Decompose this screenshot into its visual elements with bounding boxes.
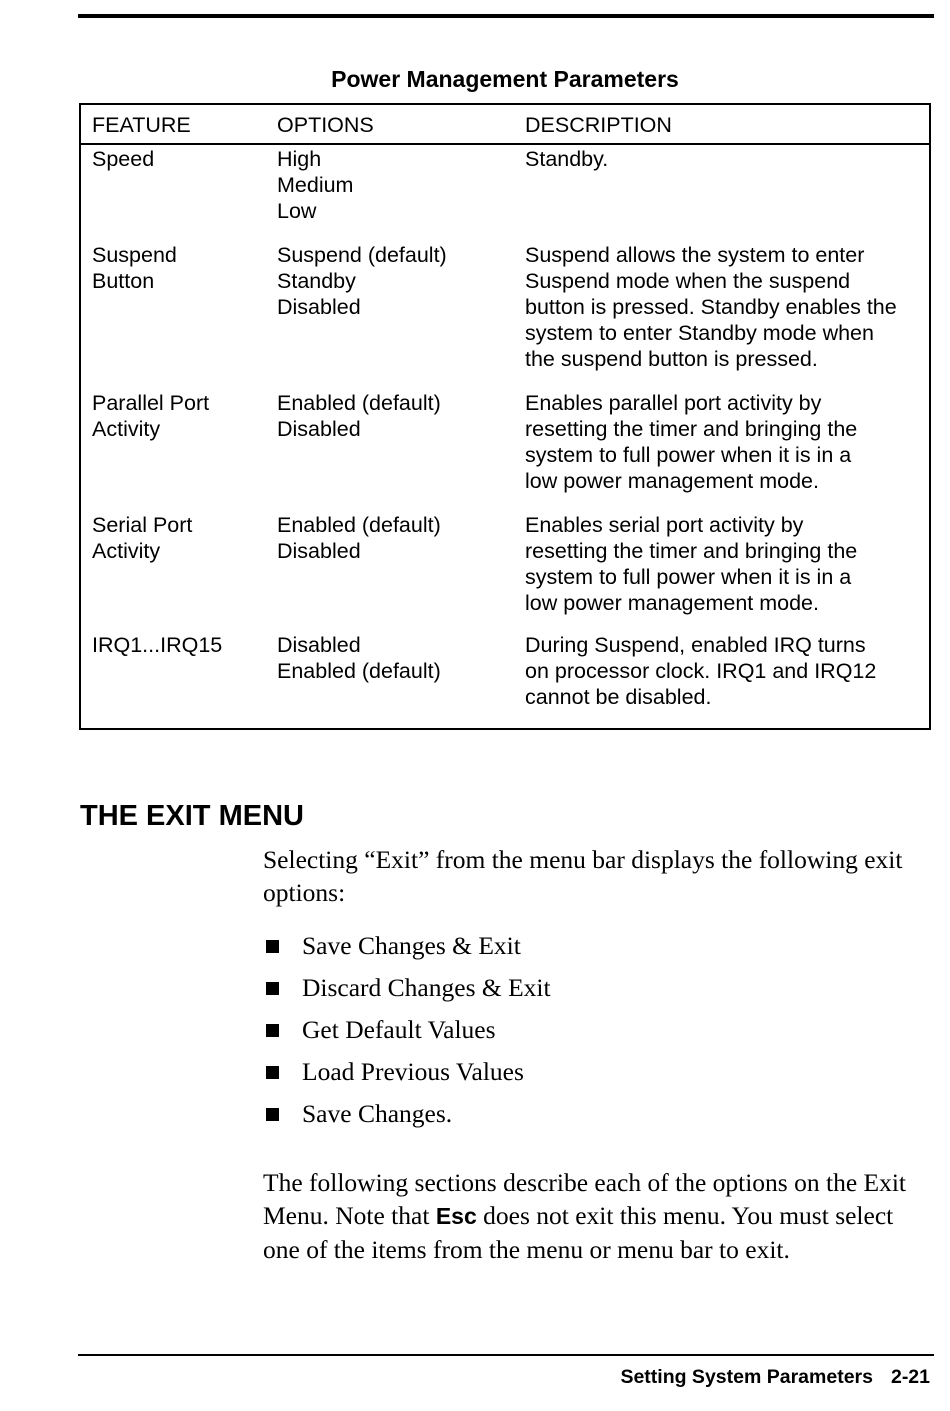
esc-key-label: Esc [435,1203,477,1229]
page-number: 2-21 [890,1366,930,1388]
square-bullet-icon [266,1066,279,1079]
outro-text-end: does not exit this menu. You must select one of the items from the menu or menu bar to exit. [263,1201,894,1264]
list-item [263,1051,551,1093]
options-cell: Disabled Enabled (default) [277,633,441,683]
exit-option-label: Get Default Values [302,1015,496,1044]
feature-cell: Parallel Port Activity [92,391,210,441]
description-cell: During Suspend, enabled IRQ turns on processor clock. IRQ1 and IRQ12 cannot be disabled. [525,633,877,709]
table-header [81,105,929,145]
exit-option-label: Discard Changes & Exit [302,973,551,1002]
list-item [263,925,551,967]
table-title: Power Management Parameters [331,66,679,92]
square-bullet-icon [266,1024,279,1037]
options-cell: Enabled (default) Disabled [277,391,441,441]
exit-option-label: Save Changes & Exit [302,931,521,960]
outro-text-start: The following sections describe each of the options on the Exit Menu. Note that [263,1168,907,1230]
list-item [263,1093,551,1135]
section-heading: THE EXIT MENU [80,800,304,832]
options-cell: Enabled (default) Disabled [277,513,441,563]
list-item [263,967,551,1009]
header-feature: FEATURE [92,113,191,137]
page-footer [620,1366,930,1389]
description-cell: Enables parallel port activity by resetting the timer and bringing the system to full power when it is in a low power management mode. [525,391,858,493]
intro-paragraph: Selecting “Exit” from the menu bar displays the following exit options: [263,845,903,907]
exit-option-label: Save Changes. [302,1099,453,1128]
footer-section-title: Setting System Parameters [620,1366,873,1388]
exit-options-list [263,925,551,1135]
description-cell: Suspend allows the system to enter Suspend mode when the suspend button is pressed. Standby enables the system to enter Standby mode when the suspend button is pressed. [525,243,897,371]
options-cell: High Medium Low [277,147,354,223]
feature-cell: Speed [92,147,155,171]
outro-paragraph [263,1166,933,1266]
options-cell: Suspend (default) Standby Disabled [277,243,447,319]
exit-option-label: Load Previous Values [302,1057,524,1086]
square-bullet-icon [266,1108,279,1121]
feature-cell: Serial Port Activity [92,513,193,563]
top-rule [78,14,934,18]
parameters-table [79,103,931,730]
description-cell: Standby. [525,147,609,171]
bottom-rule [78,1354,934,1356]
square-bullet-icon [266,940,279,953]
header-description: DESCRIPTION [525,113,672,137]
feature-cell: Suspend Button [92,243,177,293]
header-options: OPTIONS [277,113,374,137]
list-item [263,1009,551,1051]
square-bullet-icon [266,982,279,995]
description-cell: Enables serial port activity by resetting the timer and bringing the system to full power when it is in a low power management mode. [525,513,858,615]
feature-cell: IRQ1...IRQ15 [92,633,223,657]
